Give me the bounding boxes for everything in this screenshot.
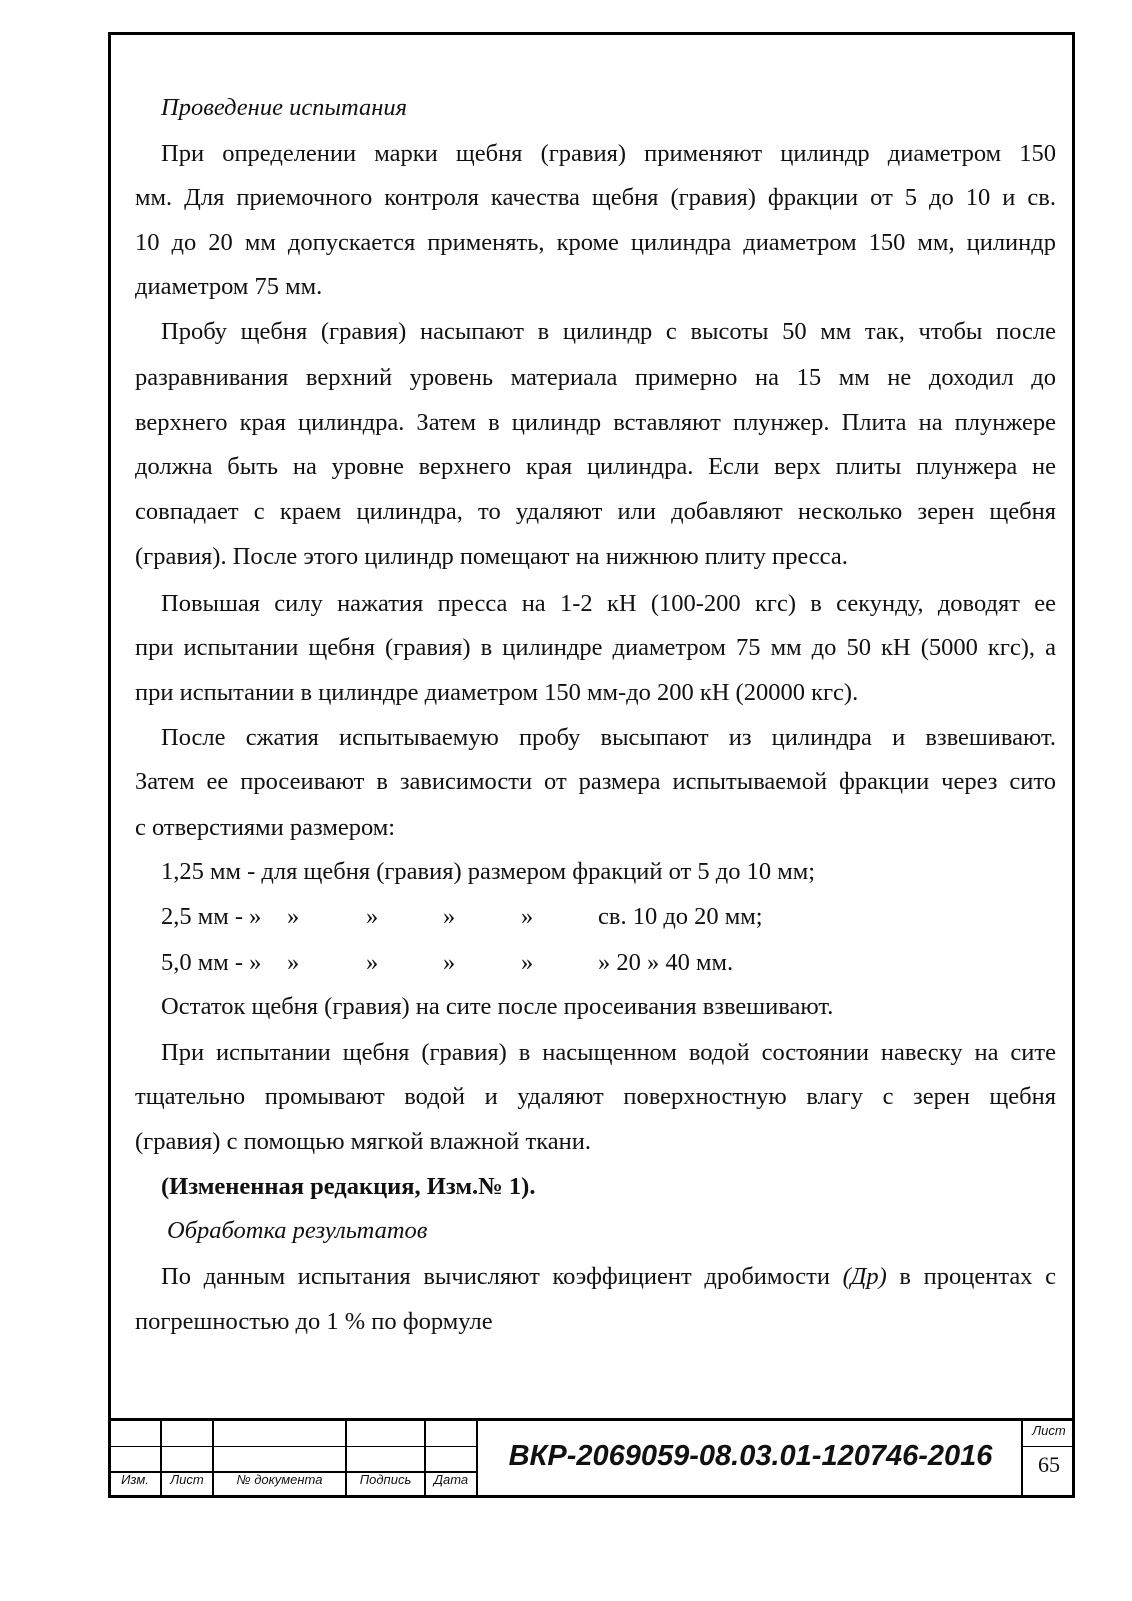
formula-symbol: (Др) [842,1263,887,1290]
section-heading-results: Обработка результатов [167,1217,428,1244]
text-line: с отверстиями размером: [135,814,396,841]
ditto-mark: » [287,903,300,930]
sieve-range: » 20 » 40 мм. [598,949,734,976]
text-line: При испытании щебня (гравия) в насыщенном водой состоянии навеску на сите [161,1039,1056,1066]
ditto-mark: » [521,949,534,976]
stamp-col-list: Лист [170,1472,204,1487]
sheet-label: Лист [1032,1423,1066,1438]
text-line: должна быть на уровне верхнего края цилиндра. Если верх плиты плунжера не [135,453,1056,480]
stamp-row-line [108,1446,476,1447]
text-line: (гравия). После этого цилиндр помещают на нижнюю плиту пресса. [135,543,848,570]
sieve-range: св. 10 до 20 мм; [598,903,763,930]
text-fragment: По данным испытания вычисляют коэффициент дробимости [161,1263,843,1290]
text-line: Остаток щебня (гравия) на сите после просеивания взвешивают. [161,993,834,1020]
stamp-row-line [1021,1446,1075,1447]
sieve-size: 2,5 мм - » [161,903,262,930]
text-line: диаметром 75 мм. [135,273,323,300]
ditto-mark: » [521,903,534,930]
stamp-col-izm: Изм. [121,1472,149,1487]
sieve-size: 5,0 мм - » [161,949,262,976]
section-heading-test: Проведение испытания [161,94,408,121]
text-line: Пробу щебня (гравия) насыпают в цилиндр с высоты 50 мм так, чтобы после [161,318,1056,345]
text-fragment: в процентах с [886,1263,1057,1290]
text-line: При определении марки щебня (гравия) применяют цилиндр диаметром 150 [161,140,1056,167]
ditto-mark: » [366,949,379,976]
text-line: мм. Для приемочного контроля качества щебня (гравия) фракции от 5 до 10 и св. [135,184,1056,211]
stamp-col-sign: Подпись [359,1472,412,1487]
text-line: (гравия) с помощью мягкой влажной ткани. [135,1128,591,1155]
text-line: После сжатия испытываемую пробу высыпают из цилиндра и взвешивают. [161,724,1056,751]
document-code: ВКР-2069059-08.03.01-120746-2016 [508,1440,993,1472]
amendment-note: (Измененная редакция, Изм.№ 1). [161,1173,536,1200]
ditto-mark: » [443,949,456,976]
ditto-mark: » [443,903,456,930]
ditto-mark: » [366,903,379,930]
sheet-number: 65 [1038,1452,1060,1477]
stamp-col-date: Дата [433,1472,469,1487]
text-line: Затем ее просеивают в зависимости от размера испытываемой фракции через сито [135,768,1056,795]
stamp-col-doc: № документа [236,1472,323,1487]
text-line: верхнего края цилиндра. Затем в цилиндр вставляют плунжер. Плита на плунжере [135,409,1056,436]
text-line: при испытании щебня (гравия) в цилиндре диаметром 75 мм до 50 кН (5000 кгс), а [135,634,1056,661]
text-line: совпадает с краем цилиндра, то удаляют или добавляют несколько зерен щебня [135,498,1056,525]
text-line: тщательно промывают водой и удаляют поверхностную влагу с зерен щебня [135,1083,1056,1110]
text-line: при испытании в цилиндре диаметром 150 мм-до 200 кН (20000 кгс). [135,679,859,706]
text-line: разравнивания верхний уровень материала примерно на 15 мм не доходил до [135,364,1056,391]
text-line: Повышая силу нажатия пресса на 1-2 кН (100-200 кгс) в секунду, доводят ее [161,590,1056,617]
sieve-line: 1,25 мм - для щебня (гравия) размером фракций от 5 до 10 мм; [161,858,816,885]
text-line: 10 до 20 мм допускается применять, кроме цилиндра диаметром 150 мм, цилиндр [135,229,1056,256]
text-line: погрешностью до 1 % по формуле [135,1308,493,1335]
formula-intro-line [161,1263,1056,1291]
ditto-mark: » [287,949,300,976]
